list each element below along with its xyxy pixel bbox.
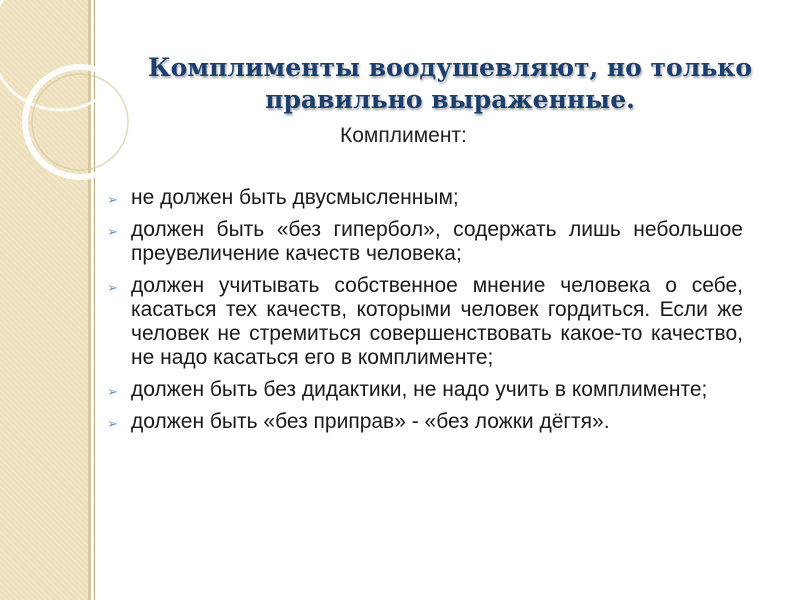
arrow-bullet-icon: ➢ <box>107 280 118 295</box>
arrow-bullet-icon: ➢ <box>107 384 118 399</box>
arrow-bullet-icon: ➢ <box>107 192 118 207</box>
arrow-bullet-icon: ➢ <box>107 224 118 239</box>
list-item <box>103 274 743 370</box>
list-item-text: не должен быть двусмысленным; <box>131 186 459 209</box>
list-item <box>103 186 743 210</box>
list-item-text: должен учитывать собственное мнение человека о себе, касаться тех качеств, которыми человек гордиться. Если же человек не стремиться совершенствовать какое-то качество, не надо касаться его в комплименте; <box>131 274 743 369</box>
list-item <box>103 378 743 402</box>
list-item-text: должен быть «без приправ» - «без ложки дёгтя». <box>131 410 610 433</box>
slide-subtitle: Комплимент: <box>340 124 467 147</box>
list-item <box>103 218 743 266</box>
slide-title: Комплименты воодушевляют, но только правильно выраженные. <box>147 53 753 114</box>
list-item-text: должен быть «без гипербол», содержать лишь небольшое преувеличение качеств человека; <box>131 218 743 265</box>
arrow-bullet-icon: ➢ <box>107 416 118 431</box>
list-item-text: должен быть без дидактики, не надо учить в комплименте; <box>131 378 708 401</box>
list-item <box>103 410 743 434</box>
rules-list <box>103 186 743 442</box>
